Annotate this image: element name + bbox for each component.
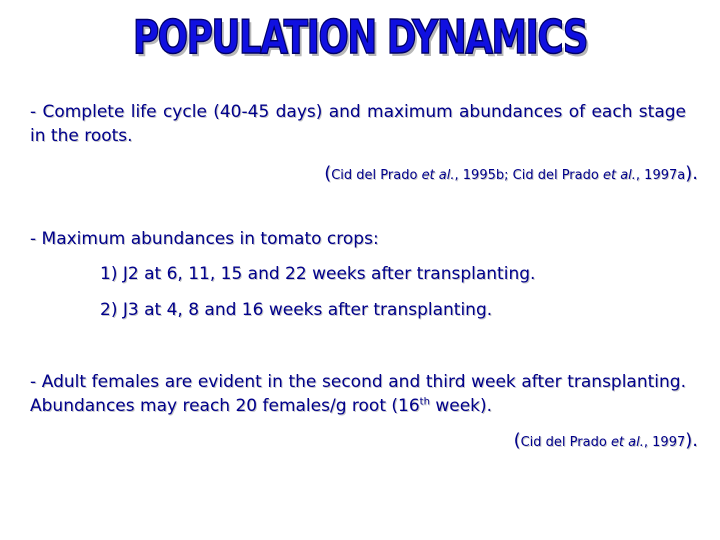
list-item-j2: 1) J2 at 6, 11, 15 and 22 weeks after transplanting.: [100, 264, 536, 284]
citation-2-etal: et al.: [610, 435, 644, 450]
list-item-j3: 2) J3 at 4, 8 and 16 weeks after transplanting.: [100, 300, 493, 320]
citation-1: [324, 163, 698, 184]
citation-1-year: , 1997a: [635, 168, 686, 183]
citation-2-open: (: [513, 430, 521, 451]
tomato-heading: - Maximum abundances in tomato crops:: [30, 229, 379, 249]
adult-females-text: - Adult females are evident in the second and third week after transplanting. Abundances may reach 20 females/g root (16: [30, 372, 686, 416]
adult-females-text-end: week).: [429, 396, 493, 416]
citation-1-author-a: Cid del Prado: [331, 168, 422, 183]
citation-1-close: ).: [685, 163, 698, 184]
adult-females-paragraph: [30, 370, 686, 418]
citation-2-year: , 1997: [643, 435, 686, 450]
citation-1-etal-b: et al.: [602, 168, 636, 183]
citation-1-open: (: [324, 163, 332, 184]
life-cycle-paragraph: - Complete life cycle (40-45 days) and maximum abundances of each stage in the roots.: [30, 102, 686, 146]
superscript-th: th: [419, 396, 430, 408]
citation-2-author: Cid del Prado: [520, 435, 611, 450]
citation-2: [514, 430, 698, 451]
citation-1-etal-a: et al.: [421, 168, 455, 183]
citation-1-author-b: , 1995b; Cid del Prado: [454, 168, 603, 183]
citation-2-close: ).: [685, 430, 698, 451]
slide-title: POPULATION DYNAMICS: [132, 10, 588, 64]
